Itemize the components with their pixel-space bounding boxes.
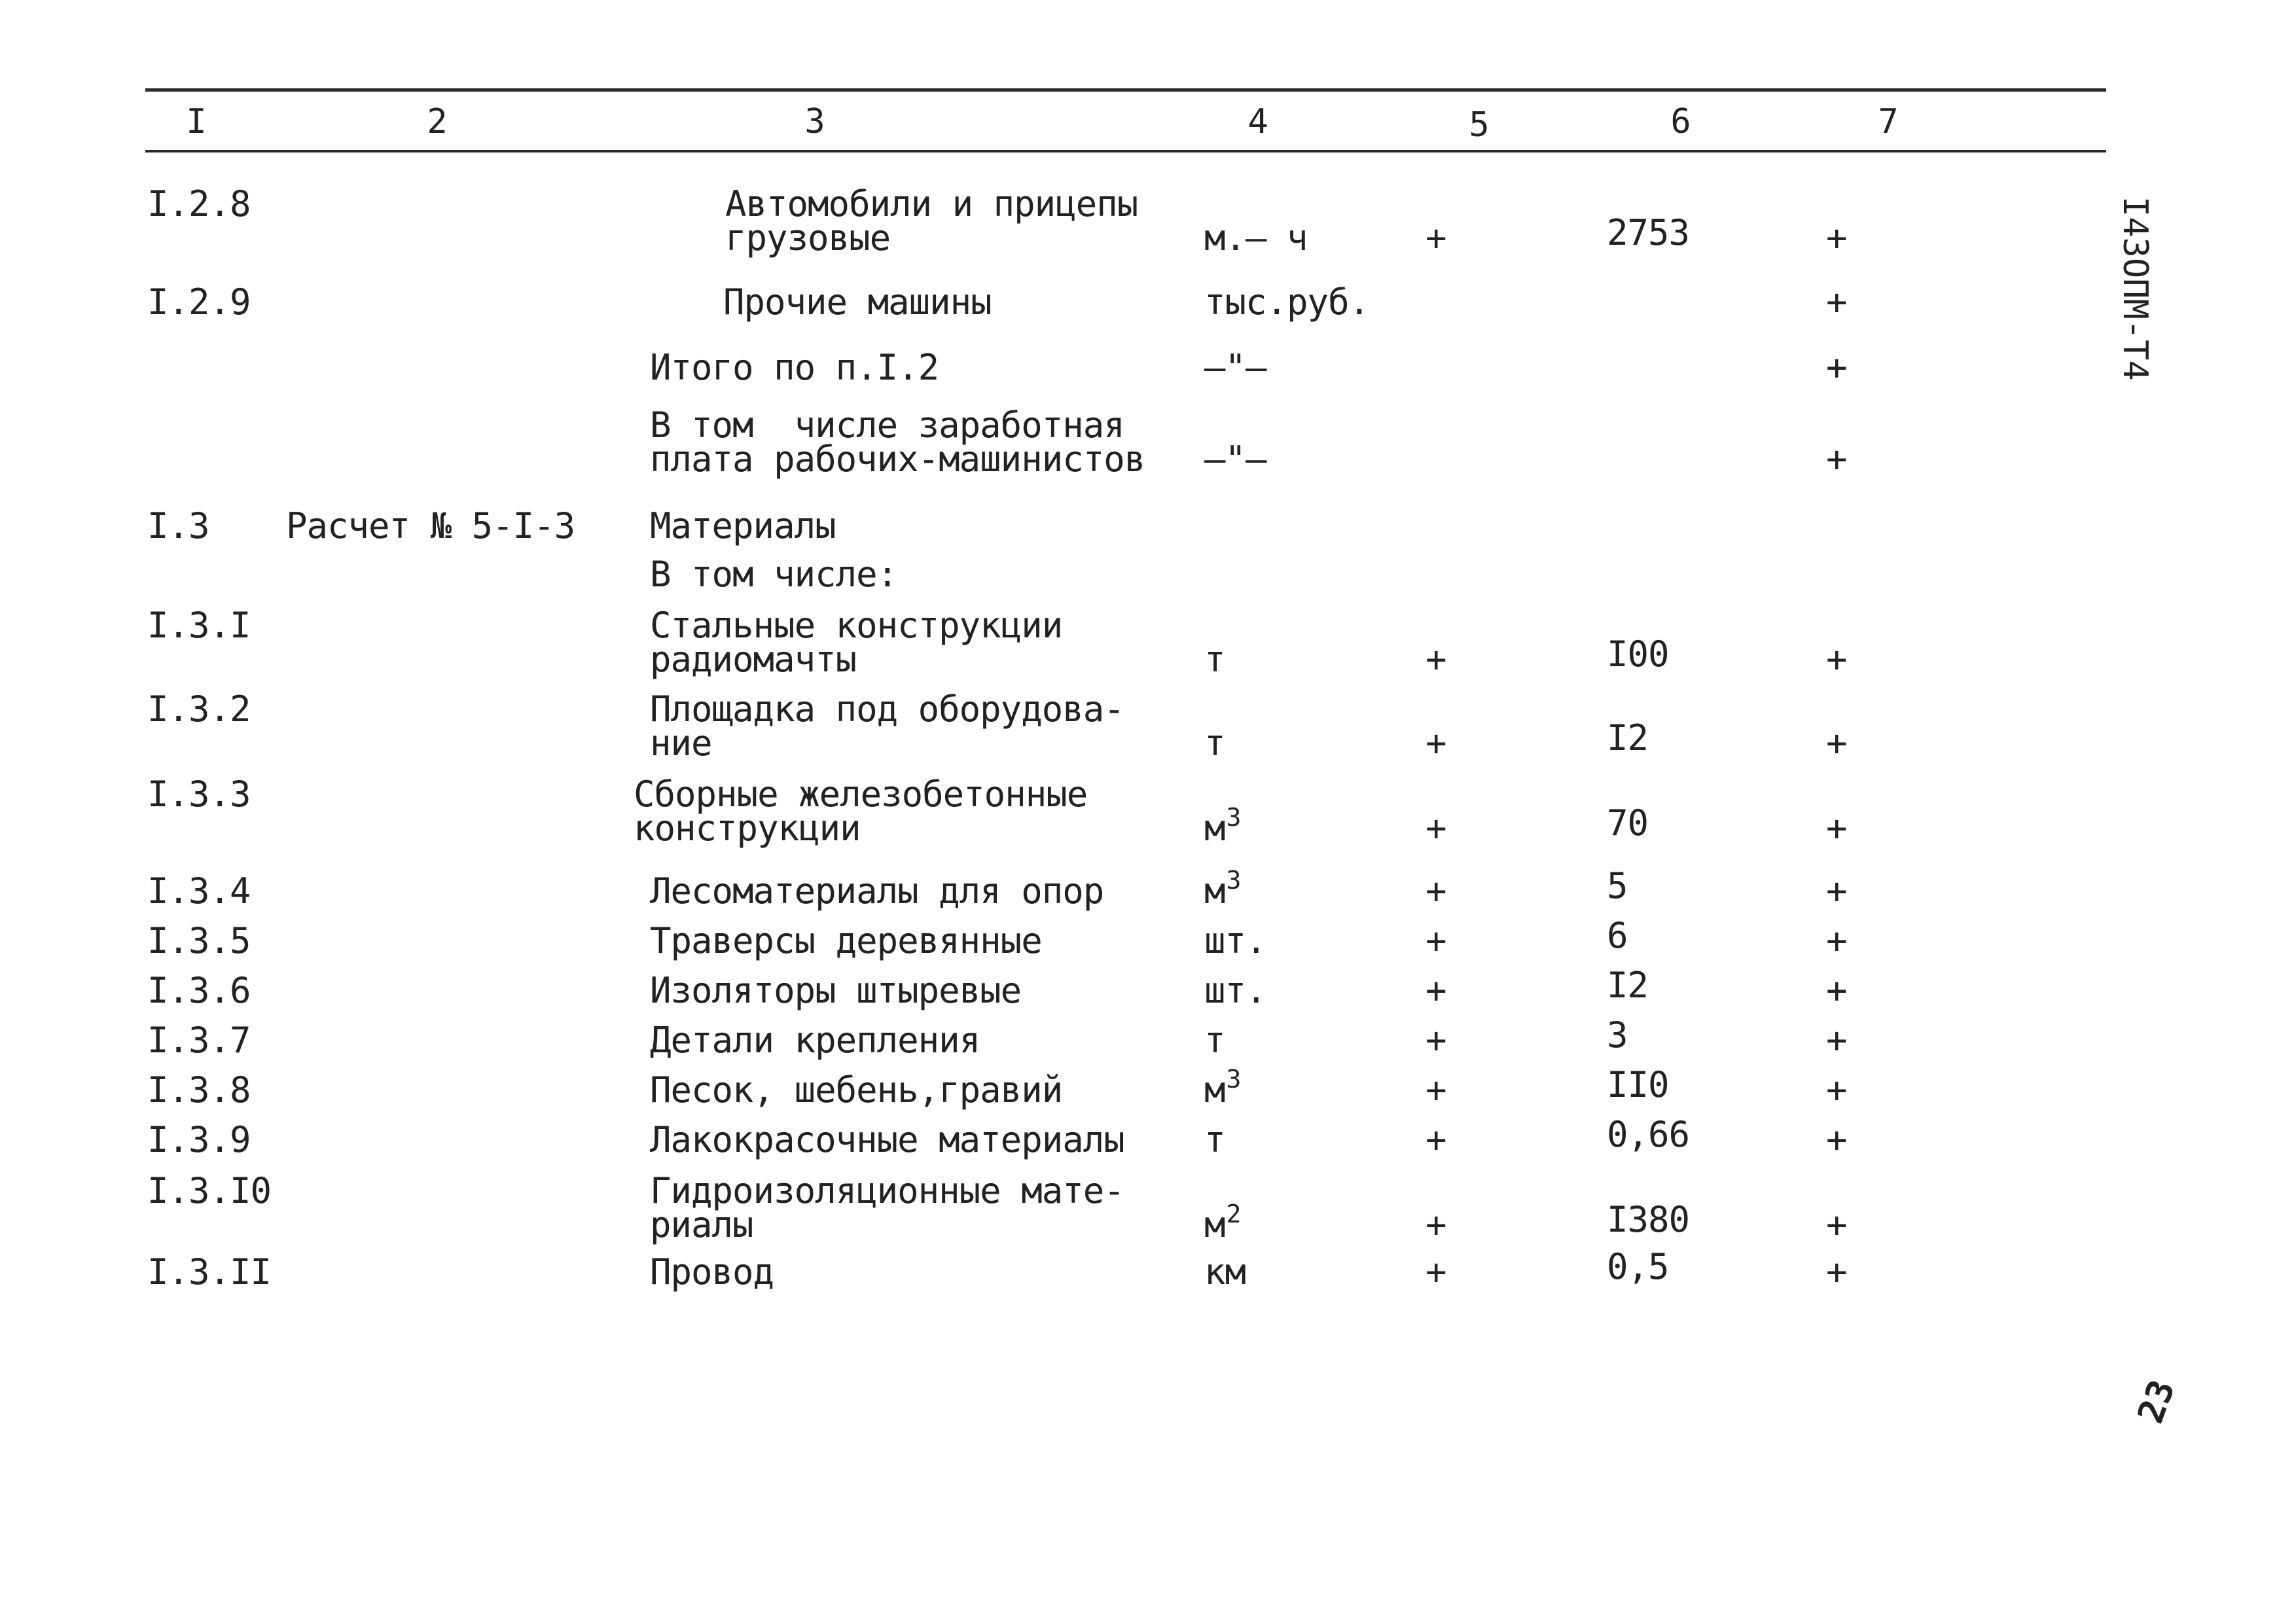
unit: $м^3$ <box>1204 803 1241 849</box>
row-name: Автомобили и прицепы грузовые <box>725 183 1138 259</box>
quantity: I380 <box>1607 1199 1690 1240</box>
row-number: I.3.I0 <box>147 1170 272 1211</box>
unit-superscript: 3 <box>1226 866 1241 895</box>
mark-col5: + <box>1426 1204 1446 1245</box>
row-number: I.3.9 <box>147 1119 251 1160</box>
calculation-ref: Расчет № 5-I-3 <box>286 505 575 546</box>
mark-col7: + <box>1826 808 1847 849</box>
mark-col7: + <box>1826 217 1847 259</box>
mark-col7: + <box>1826 1204 1847 1245</box>
quantity: I2 <box>1607 965 1649 1006</box>
col-header-6: 6 <box>1670 102 1691 141</box>
row-name: В том числе заработная плата рабочих-машинистов <box>650 404 1145 480</box>
mark-col5: + <box>1426 870 1446 912</box>
mark-col5: + <box>1426 920 1446 961</box>
mark-col7: + <box>1826 870 1847 912</box>
unit: км <box>1204 1251 1246 1293</box>
row-number: I.3 <box>147 505 209 546</box>
row-number: I.3.3 <box>147 774 251 815</box>
unit: $м^2$ <box>1204 1200 1241 1245</box>
mark-col7: + <box>1826 920 1847 961</box>
unit: –"– <box>1204 438 1266 480</box>
col-header-3: 3 <box>804 102 825 141</box>
unit: шт. <box>1204 920 1266 961</box>
unit: т <box>1204 722 1225 764</box>
mark-col7: + <box>1826 438 1847 480</box>
row-number: I.3.2 <box>147 688 251 730</box>
row-name: Лесоматериалы для опор <box>650 870 1104 912</box>
mark-col5: + <box>1426 1251 1446 1293</box>
row-name: Материалы <box>650 505 836 546</box>
unit-superscript: 3 <box>1226 1065 1241 1094</box>
page-number: 23 <box>2129 1374 2183 1429</box>
row-name: Детали крепления <box>650 1020 980 1061</box>
unit: т <box>1204 1020 1225 1061</box>
mark-col7: + <box>1826 639 1847 680</box>
row-number: I.3.6 <box>147 970 251 1011</box>
row-name: Итого по п.I.2 <box>650 347 939 388</box>
row-number: I.2.8 <box>147 183 251 224</box>
row-name: Гидроизоляционные мате- риалы <box>650 1170 1124 1245</box>
quantity: 0,66 <box>1607 1114 1690 1155</box>
mark-col5: + <box>1426 639 1446 680</box>
quantity: 0,5 <box>1607 1246 1669 1287</box>
mark-col7: + <box>1826 1119 1847 1160</box>
quantity: 2753 <box>1607 212 1690 253</box>
unit: м.– ч <box>1204 217 1308 259</box>
unit: –"– <box>1204 347 1266 388</box>
row-name: Площадка под оборудова- ние <box>650 688 1124 764</box>
mark-col7: + <box>1826 970 1847 1011</box>
col-header-7: 7 <box>1878 102 1899 141</box>
unit-superscript: 3 <box>1226 803 1241 832</box>
unit: шт. <box>1204 970 1266 1011</box>
row-name: Прочие машины <box>723 281 992 323</box>
mark-col7: + <box>1826 347 1847 388</box>
row-name: Траверсы деревянные <box>650 920 1042 961</box>
table-top-rule <box>145 88 2106 92</box>
mark-col5: + <box>1426 808 1446 849</box>
unit: $м^3$ <box>1204 1065 1241 1111</box>
unit: тыс.руб. <box>1204 281 1370 323</box>
row-number: I.2.9 <box>147 281 251 323</box>
mark-col7: + <box>1826 1020 1847 1061</box>
table-header-rule <box>145 150 2106 152</box>
mark-col7: + <box>1826 1251 1847 1293</box>
quantity: 3 <box>1607 1014 1628 1056</box>
row-number: I.3.4 <box>147 870 251 912</box>
mark-col5: + <box>1426 970 1446 1011</box>
unit-superscript: 2 <box>1226 1200 1241 1228</box>
row-name: Сборные железобетонные конструкции <box>634 774 1088 849</box>
row-name: В том числе: <box>650 554 898 595</box>
row-name: Провод <box>650 1251 774 1293</box>
row-number: I.3.5 <box>147 920 251 961</box>
row-name: Стальные конструкции радиомачты <box>650 605 1063 680</box>
row-number: I.3.8 <box>147 1069 251 1111</box>
quantity: I00 <box>1607 633 1669 675</box>
quantity: 5 <box>1607 865 1628 906</box>
row-name: Изоляторы штыревые <box>650 970 1022 1011</box>
side-document-code: I43ОПМ-Т4 <box>2115 196 2155 381</box>
mark-col5: + <box>1426 1069 1446 1111</box>
mark-col7: + <box>1826 1069 1847 1111</box>
row-number: I.3.7 <box>147 1020 251 1061</box>
quantity: II0 <box>1607 1064 1669 1105</box>
col-header-1: I <box>186 102 207 141</box>
quantity: I2 <box>1607 717 1649 758</box>
unit: т <box>1204 1119 1225 1160</box>
col-header-4: 4 <box>1247 102 1268 141</box>
unit: т <box>1204 639 1225 680</box>
row-number: I.3.II <box>147 1251 272 1293</box>
row-number: I.3.I <box>147 605 251 646</box>
col-header-5: 5 <box>1469 105 1490 145</box>
mark-col7: + <box>1826 722 1847 764</box>
col-header-2: 2 <box>427 102 448 141</box>
mark-col5: + <box>1426 1020 1446 1061</box>
mark-col5: + <box>1426 1119 1446 1160</box>
row-name: Песок, шебень,гравий <box>650 1069 1063 1111</box>
row-name: Лакокрасочные материалы <box>650 1119 1124 1160</box>
quantity: 6 <box>1607 915 1628 956</box>
mark-col7: + <box>1826 281 1847 323</box>
quantity: 70 <box>1607 802 1649 844</box>
mark-col5: + <box>1426 722 1446 764</box>
mark-col5: + <box>1426 217 1446 259</box>
unit: $м^3$ <box>1204 866 1241 912</box>
